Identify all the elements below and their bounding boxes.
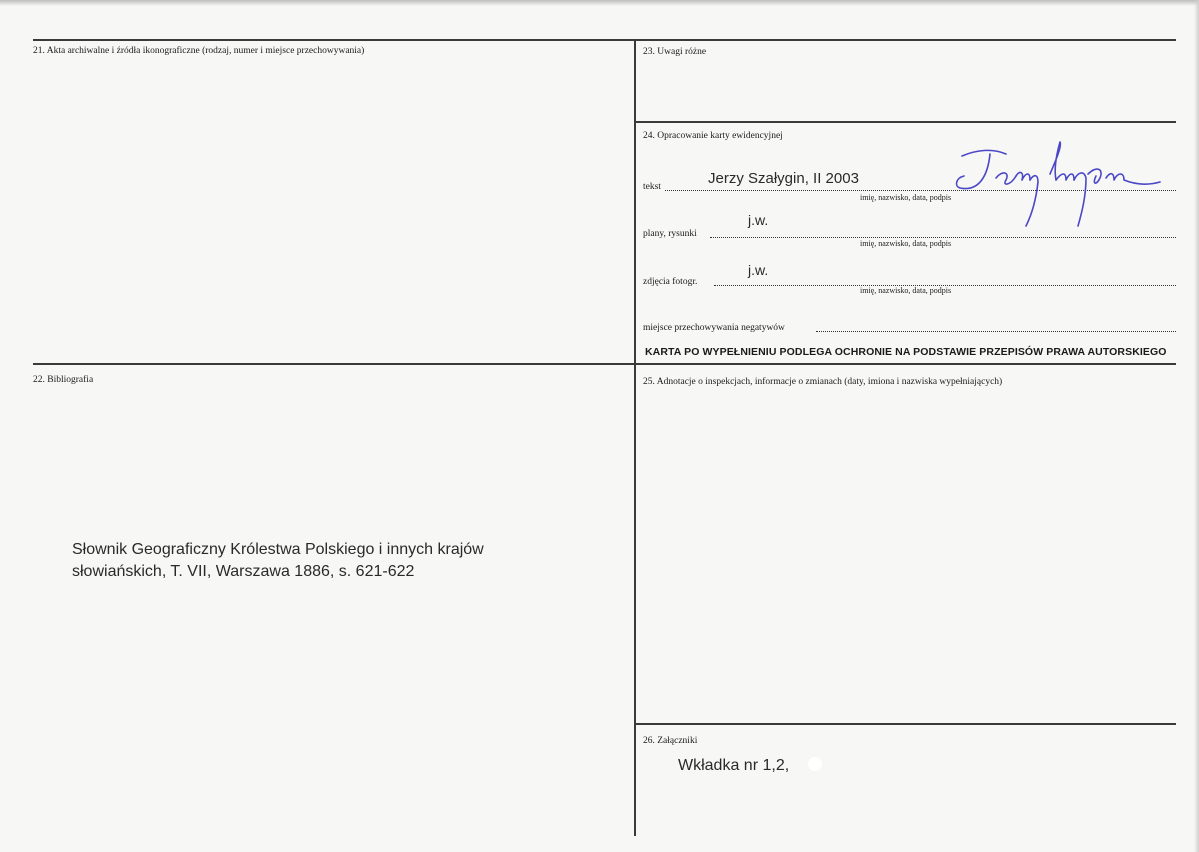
- attachments-value: Wkładka nr 1,2,: [678, 757, 790, 774]
- rule-25-26: [635, 723, 1176, 725]
- plany-value: j.w.: [748, 212, 769, 228]
- negatywy-dotted-line: [816, 331, 1176, 332]
- bibliography-line-2: słowiańskich, T. VII, Warszawa 1886, s. 621-622: [72, 563, 415, 580]
- signature-scribble: [950, 130, 1170, 230]
- copyright-notice: KARTA PO WYPEŁNIENIU PODLEGA OCHRONIE NA PODSTAWIE PRZEPISÓW PRAWA AUTORSKIEGO: [645, 346, 1167, 358]
- section-22-label: 22. Bibliografia: [33, 375, 94, 385]
- bibliography-line-1: Słownik Geograficzny Królestwa Polskiego i innych krajów: [72, 541, 484, 558]
- scan-right-edge: [1194, 0, 1199, 852]
- plany-caption: imię, nazwisko, data, podpis: [860, 239, 952, 248]
- tekst-value: Jerzy Szałygin, II 2003: [708, 170, 859, 187]
- scan-top-edge: [0, 0, 1199, 6]
- section-21-label: 21. Akta archiwalne i źródła ikonograficzne (rodzaj, numer i miejsce przechowywania): [33, 46, 365, 56]
- paper-spot: [808, 757, 822, 771]
- section-23-label: 23. Uwagi różne: [643, 47, 707, 57]
- center-divider: [634, 39, 636, 836]
- middle-rule: [33, 363, 1176, 365]
- rule-23-24: [635, 121, 1176, 123]
- zdjecia-caption: imię, nazwisko, data, podpis: [860, 286, 952, 295]
- negatywy-label: miejsce przechowywania negatywów: [643, 323, 785, 333]
- plany-dotted-line: [710, 237, 1176, 238]
- section-26-label: 26. Załączniki: [643, 736, 698, 746]
- tekst-label: tekst: [643, 182, 661, 192]
- plany-label: plany, rysunki: [643, 229, 697, 239]
- top-rule: [33, 39, 1176, 41]
- section-24-label: 24. Opracowanie karty ewidencyjnej: [643, 131, 783, 141]
- tekst-caption: imię, nazwisko, data, podpis: [860, 193, 952, 202]
- zdjecia-value: j.w.: [748, 262, 769, 278]
- zdjecia-label: zdjęcia fotogr.: [643, 277, 698, 287]
- section-25-label: 25. Adnotacje o inspekcjach, informacje o zmianach (daty, imiona i nazwiska wypełniających): [643, 377, 1003, 387]
